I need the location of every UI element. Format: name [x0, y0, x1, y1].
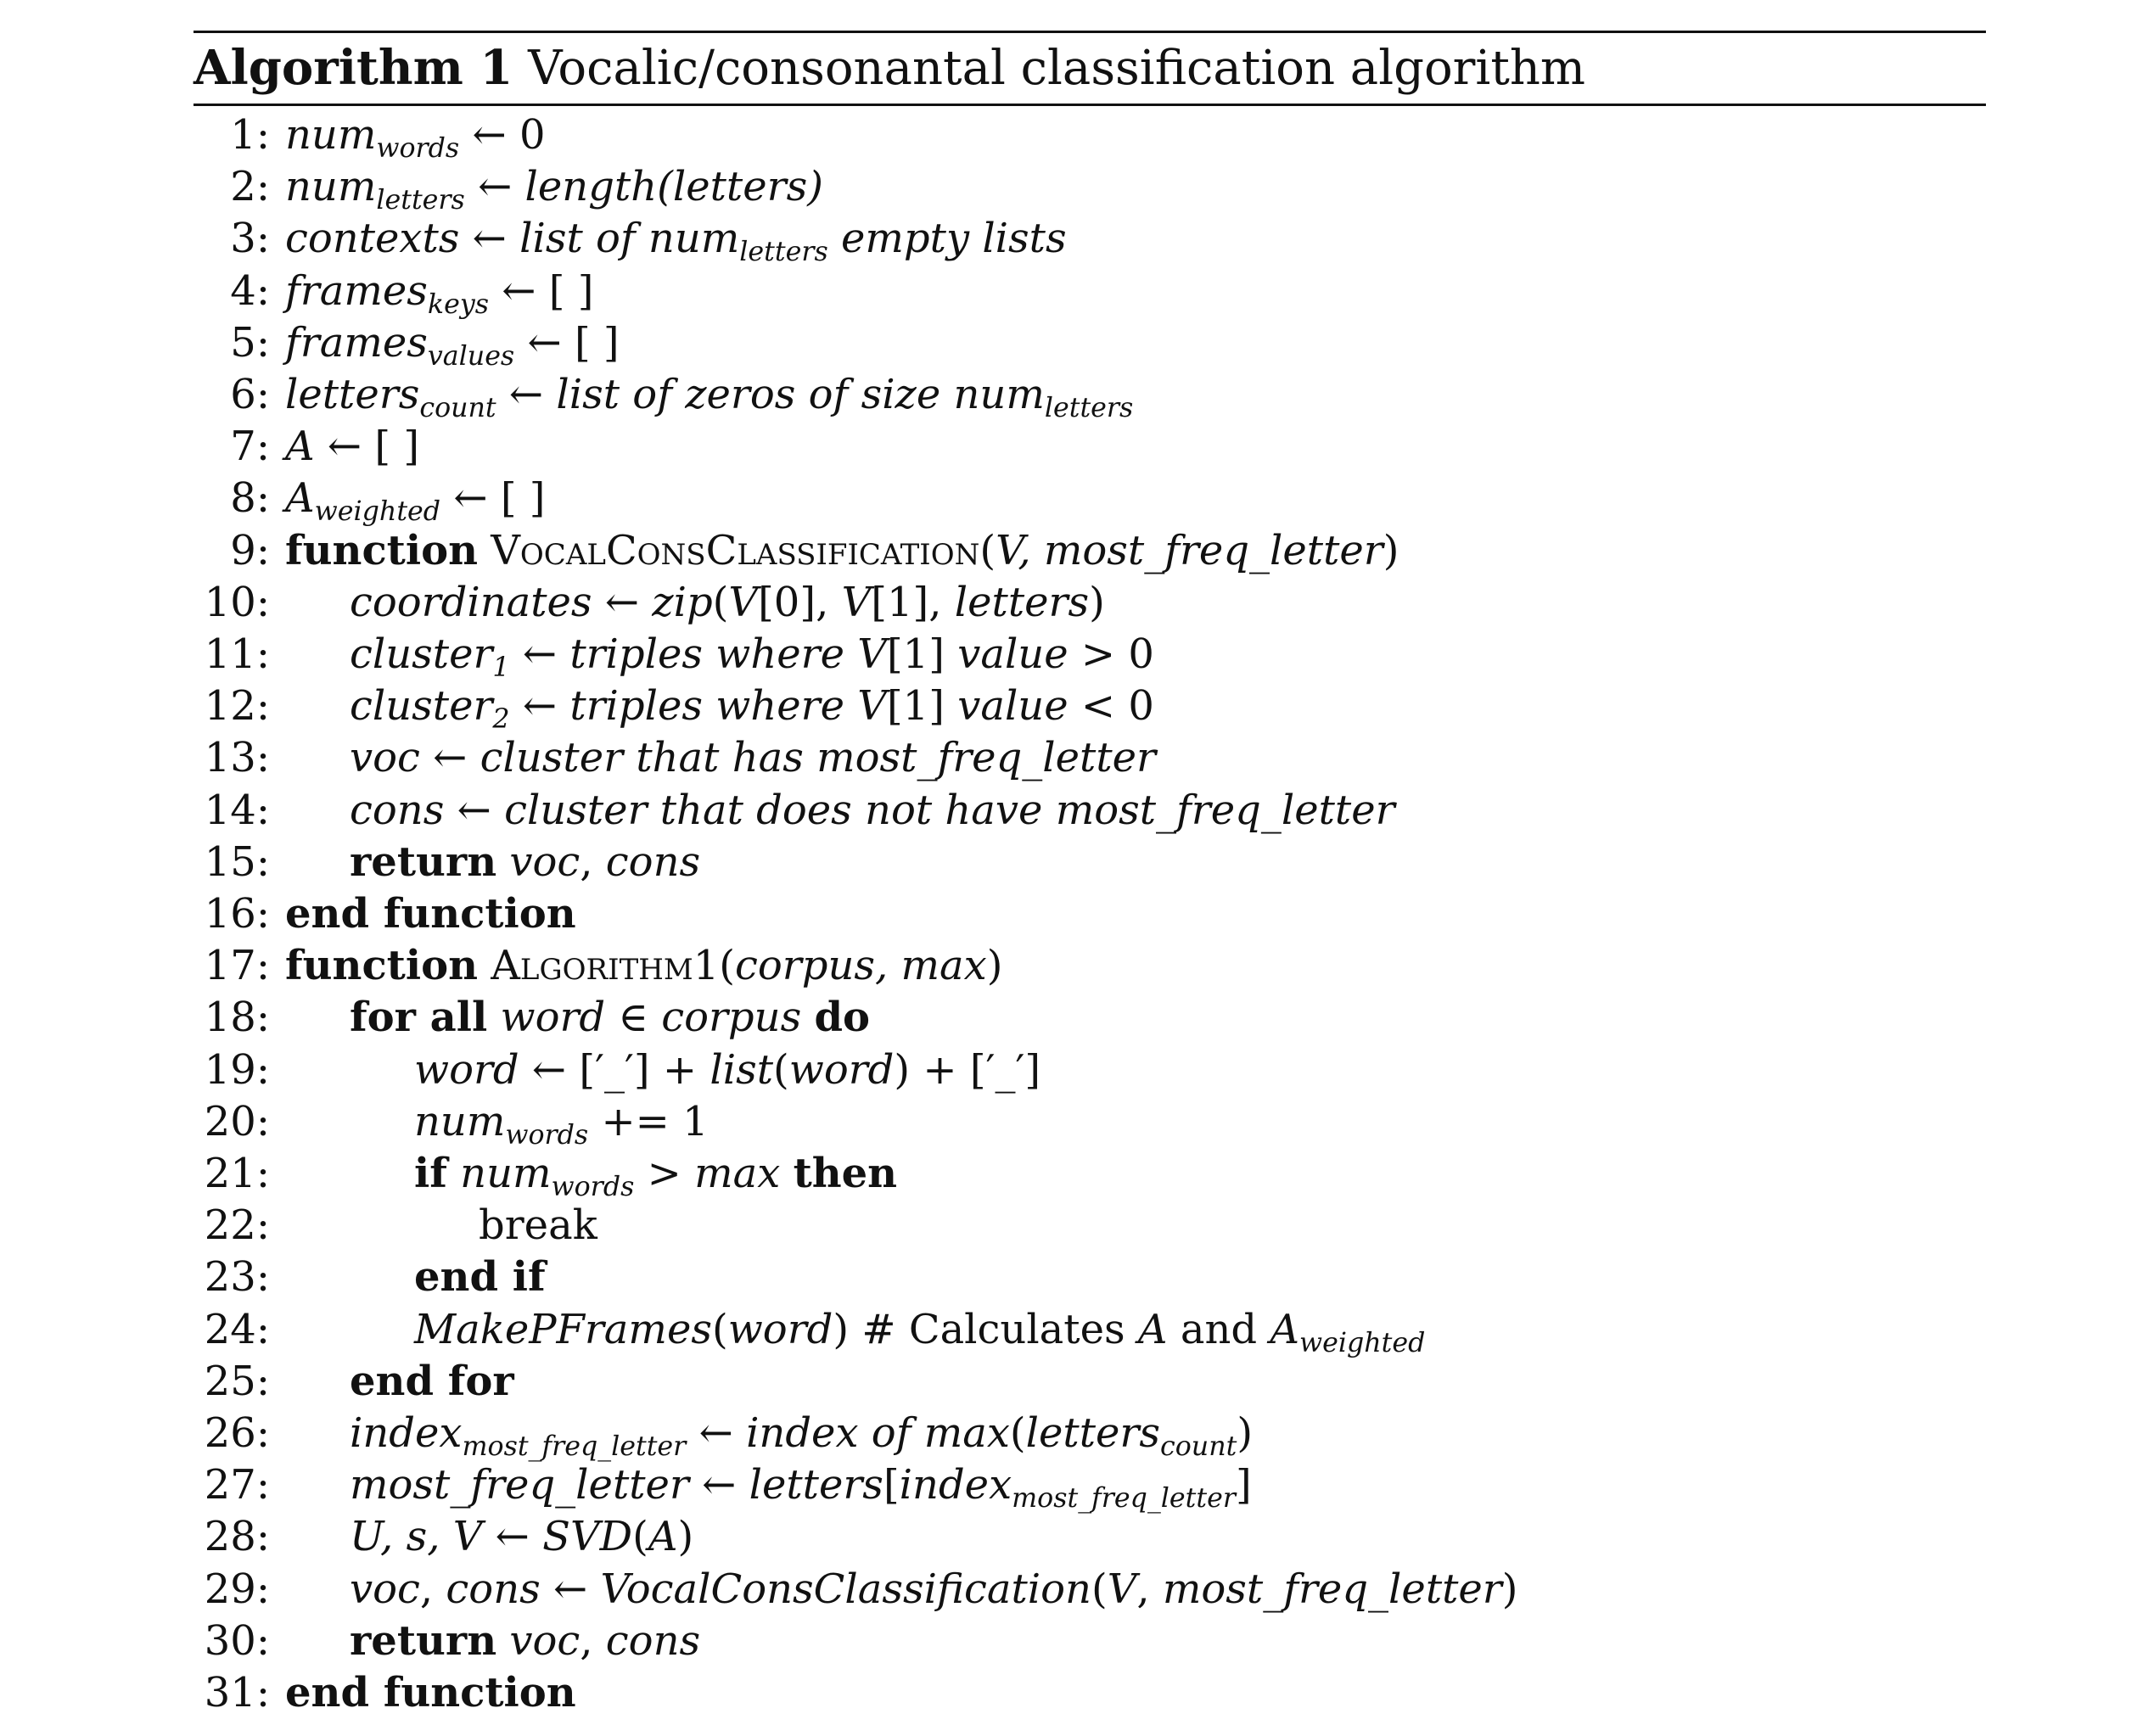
code-token: cons: [605, 837, 701, 886]
code-token: ← [′_′] +: [519, 1045, 710, 1094]
top-rule: [194, 31, 1986, 33]
line-number: 25:: [204, 1357, 270, 1405]
line-number: 24:: [204, 1305, 270, 1353]
algorithm-line: [194, 1407, 1986, 1463]
code-token: ←: [592, 578, 653, 626]
code-token: values: [427, 340, 515, 372]
line-code: [285, 420, 419, 473]
code-token: ←: [459, 215, 520, 263]
line-code: [414, 1044, 1040, 1096]
code-token: frames: [285, 266, 428, 315]
code-token: [780, 1150, 793, 1197]
keyword: return: [350, 837, 497, 886]
line-code: [350, 991, 870, 1044]
line-code: [285, 109, 546, 165]
code-token: cons: [350, 786, 445, 834]
code-token: most_freq_letter: [350, 1461, 689, 1509]
keyword: end if: [414, 1253, 546, 1302]
line-number: 12:: [204, 682, 270, 731]
keyword: then: [793, 1150, 898, 1197]
code-token: ←: [509, 682, 570, 731]
code-token: ,: [419, 1565, 446, 1613]
line-number: 5:: [230, 318, 270, 367]
code-token: word: [788, 1045, 895, 1094]
keyword: if: [414, 1150, 447, 1197]
function-name: VocalConsClassification: [491, 526, 980, 574]
code-token: (: [711, 1305, 728, 1353]
code-token: ∈: [605, 994, 662, 1042]
line-code: [350, 836, 700, 888]
code-token: [478, 942, 491, 989]
code-token: [1],: [871, 578, 955, 626]
code-token: > 0: [1068, 630, 1154, 678]
code-token: MakePFrames: [414, 1305, 712, 1353]
code-token: A: [285, 474, 315, 523]
line-code: [350, 628, 1154, 684]
code-token: value: [957, 682, 1068, 731]
algorithm-line: [194, 888, 1986, 940]
code-token: [1]: [886, 682, 958, 731]
line-number: 22:: [204, 1201, 270, 1250]
code-token: U, s, V: [350, 1513, 483, 1561]
code-token: weighted: [314, 496, 441, 528]
code-token: triples where V: [569, 682, 887, 731]
code-token: num: [285, 111, 377, 159]
algorithm-line: [194, 1563, 1986, 1616]
algorithm-line: [194, 1355, 1986, 1408]
code-token: ←: [464, 163, 525, 211]
algorithm-line: [194, 1615, 1986, 1667]
algorithm-line: [194, 576, 1986, 629]
code-token: [0],: [758, 578, 842, 626]
code-token: [496, 838, 509, 886]
code-token: voc: [350, 1565, 420, 1613]
line-code: [285, 524, 1399, 577]
line-number: 30:: [204, 1616, 270, 1665]
function-name: Algorithm1: [491, 942, 720, 990]
line-code: [350, 1355, 514, 1408]
code-token: letters: [285, 371, 420, 418]
line-code: [285, 212, 1067, 268]
algorithm-line: [194, 1510, 1986, 1563]
code-token: contexts: [285, 215, 460, 263]
code-token: A: [285, 423, 315, 471]
code-token: max: [694, 1150, 781, 1197]
caption-rule: [194, 104, 1986, 106]
code-token: V: [1107, 1565, 1137, 1613]
code-token: V: [841, 578, 872, 626]
line-number: 26:: [204, 1409, 270, 1457]
code-token: ,: [1136, 1565, 1163, 1613]
code-token: cons: [605, 1616, 701, 1665]
code-token: V: [728, 578, 759, 626]
line-number: 7:: [230, 423, 270, 471]
code-token: corpus, max: [735, 942, 987, 990]
code-token: ←: [444, 786, 505, 834]
code-token: (: [712, 578, 729, 626]
code-token: index of max: [746, 1409, 1010, 1457]
algorithm-line: [194, 1459, 1986, 1515]
code-token: num: [460, 1150, 552, 1197]
line-number: 31:: [204, 1669, 270, 1716]
line-code: [285, 316, 620, 372]
keyword: end function: [285, 1669, 576, 1716]
line-code: [285, 472, 546, 528]
code-token: keys: [427, 288, 489, 320]
line-code: [350, 731, 1156, 784]
code-token: ←: [686, 1409, 747, 1457]
algorithm-line: [194, 628, 1986, 684]
line-number: 3:: [230, 215, 270, 263]
code-token: voc: [350, 734, 420, 782]
code-token: voc: [509, 1616, 581, 1665]
code-token: ← [ ]: [314, 423, 420, 471]
code-token: frames: [285, 318, 428, 367]
code-token: num: [285, 163, 377, 211]
code-token: ← 0: [459, 111, 546, 159]
code-token: (: [719, 942, 735, 990]
algorithm-line: [194, 836, 1986, 888]
code-token: 1: [492, 652, 510, 684]
algorithm-line: [194, 265, 1986, 320]
code-token: ) # Calculates: [833, 1305, 1138, 1353]
code-token: num: [414, 1097, 506, 1145]
code-token: [801, 994, 814, 1041]
algorithm-line: [194, 784, 1986, 837]
algorithm-line: [194, 160, 1986, 216]
code-token: ←: [509, 630, 570, 678]
line-number: 20:: [204, 1097, 270, 1145]
algorithm-line: [194, 939, 1986, 992]
code-token: cluster that has most_freq_letter: [480, 734, 1156, 782]
code-token: [: [883, 1461, 900, 1509]
algorithm-line: [194, 109, 1986, 165]
keyword: end function: [285, 890, 576, 938]
line-code: [414, 1251, 546, 1303]
line-code: [479, 1199, 597, 1252]
code-token: list of zeros of size num: [556, 371, 1045, 418]
line-code: [414, 1095, 709, 1151]
algorithm-line: [194, 1147, 1986, 1203]
line-number: 14:: [204, 786, 270, 834]
code-token: words: [505, 1119, 589, 1151]
code-token: (: [1009, 1409, 1026, 1457]
code-token: [487, 994, 500, 1041]
code-token: letters: [954, 578, 1090, 626]
code-token: list of num: [519, 215, 740, 263]
code-token: ]: [1236, 1461, 1252, 1509]
line-number: 17:: [204, 942, 270, 990]
code-token: (: [1091, 1565, 1108, 1613]
code-token: SVD: [542, 1513, 633, 1561]
keyword: do: [814, 994, 871, 1042]
keyword: for all: [350, 994, 488, 1042]
code-token: 2: [492, 704, 510, 736]
code-token: coordinates: [350, 578, 592, 626]
code-token: ← [ ]: [488, 266, 594, 315]
code-token: most_freq_letter: [462, 1431, 687, 1463]
code-token: cluster: [350, 630, 493, 678]
algorithm-caption: [194, 36, 1585, 101]
algorithm-line: [194, 1095, 1986, 1151]
keyword: end for: [350, 1357, 514, 1405]
code-token: most_freq_letter: [1012, 1483, 1236, 1515]
code-token: ,: [580, 1616, 606, 1665]
code-token: letters: [1044, 393, 1134, 424]
algorithm-line: [194, 731, 1986, 784]
code-token: ←: [496, 371, 557, 418]
code-token: letters: [376, 185, 465, 216]
line-number: 15:: [204, 837, 270, 886]
line-number: 23:: [204, 1253, 270, 1302]
line-number: 16:: [204, 890, 270, 938]
code-token: and: [1167, 1305, 1270, 1353]
algorithm-line: [194, 1303, 1986, 1356]
line-code: [285, 265, 594, 320]
line-code: [350, 1459, 1252, 1515]
algorithm-line: [194, 991, 1986, 1044]
line-number: 2:: [230, 163, 270, 211]
code-token: ): [1237, 1409, 1254, 1457]
line-code: [285, 160, 823, 216]
code-token: zip: [652, 578, 713, 626]
code-token: ): [986, 942, 1003, 990]
algorithm-line: [194, 680, 1986, 736]
line-number: 28:: [204, 1513, 270, 1561]
line-code: [350, 1615, 700, 1667]
line-number: 19:: [204, 1045, 270, 1094]
code-token: (: [979, 526, 996, 574]
line-number: 11:: [204, 630, 270, 678]
algorithm-line: [194, 1044, 1986, 1096]
code-token: (: [773, 1045, 789, 1094]
code-token: count: [419, 393, 496, 424]
code-token: [1]: [886, 630, 958, 678]
code-token: A: [1270, 1305, 1300, 1353]
code-token: >: [634, 1150, 695, 1197]
algorithm-line: [194, 472, 1986, 528]
code-token: ): [1383, 526, 1399, 574]
code-token: ): [1089, 578, 1105, 626]
code-token: ←: [540, 1565, 601, 1613]
code-token: value: [957, 630, 1068, 678]
code-token: [447, 1150, 460, 1197]
algorithm-line: [194, 368, 1986, 424]
code-token: empty lists: [827, 215, 1067, 263]
caption-label: Algorithm 1: [194, 40, 513, 96]
algorithm-line: [194, 524, 1986, 577]
caption-title: Vocalic/consonantal classification algorithm: [528, 41, 1586, 96]
code-token: ←: [419, 734, 480, 782]
code-token: most_freq_letter: [1162, 1565, 1502, 1613]
line-code: [285, 939, 1002, 992]
line-code: [350, 1510, 693, 1563]
code-token: VocalConsClassification: [600, 1565, 1091, 1613]
line-code: [285, 888, 576, 940]
line-code: [350, 576, 1105, 629]
line-number: 29:: [204, 1565, 270, 1613]
code-token: cluster that does not have most_freq_letter: [504, 786, 1395, 834]
line-number: 6:: [230, 371, 270, 418]
code-token: ,: [580, 837, 606, 886]
line-number: 10:: [204, 578, 270, 626]
code-token: cons: [446, 1565, 541, 1613]
code-token: index: [899, 1461, 1012, 1509]
code-token: word: [414, 1045, 519, 1094]
code-token: [478, 527, 491, 574]
line-code: [285, 368, 1134, 424]
code-token: [496, 1617, 509, 1665]
line-number: 21:: [204, 1150, 270, 1197]
code-token: ) + [′_′]: [894, 1045, 1041, 1094]
line-code: [414, 1147, 898, 1203]
code-token: V, most_freq_letter: [996, 526, 1383, 574]
code-token: < 0: [1068, 682, 1154, 731]
line-code: [350, 1563, 1517, 1616]
line-number: 13:: [204, 734, 270, 782]
keyword: return: [350, 1616, 497, 1665]
line-number: 27:: [204, 1461, 270, 1509]
code-token: index: [350, 1409, 463, 1457]
line-number: 1:: [230, 111, 270, 159]
code-token: A: [1137, 1305, 1168, 1353]
code-token: (: [632, 1513, 648, 1561]
line-number: 18:: [204, 994, 270, 1042]
line-code: [350, 784, 1395, 837]
code-token: letters: [1025, 1409, 1160, 1457]
algorithm-line: [194, 1199, 1986, 1252]
code-token: triples where V: [569, 630, 887, 678]
code-token: length(letters): [524, 163, 823, 211]
code-token: ): [1501, 1565, 1518, 1613]
line-code: [350, 1407, 1254, 1463]
keyword: function: [285, 942, 478, 990]
line-code: [285, 1666, 576, 1719]
line-code: [414, 1303, 1425, 1356]
code-token: list: [710, 1045, 773, 1094]
line-code: [350, 680, 1154, 736]
code-token: corpus: [661, 994, 802, 1042]
algorithm-line: [194, 212, 1986, 268]
code-token: letters: [739, 237, 828, 268]
algorithm-line: [194, 1666, 1986, 1719]
code-token: words: [376, 133, 460, 165]
algorithm-line: [194, 1251, 1986, 1303]
algorithm-line: [194, 316, 1986, 372]
code-token: ← [ ]: [440, 474, 546, 523]
code-token: break: [479, 1201, 597, 1250]
line-number: 4:: [230, 266, 270, 315]
code-token: word: [727, 1305, 833, 1353]
code-token: word: [500, 994, 606, 1042]
code-token: A: [648, 1513, 678, 1561]
code-token: ←: [688, 1461, 749, 1509]
code-token: count: [1159, 1431, 1237, 1463]
code-token: cluster: [350, 682, 493, 731]
code-token: += 1: [588, 1097, 709, 1145]
code-token: voc: [509, 837, 581, 886]
line-number: 9:: [230, 526, 270, 574]
code-token: letters: [749, 1461, 883, 1509]
algorithm-line: [194, 420, 1986, 473]
code-token: ← [ ]: [514, 318, 620, 367]
line-number: 8:: [230, 474, 270, 523]
code-token: ←: [482, 1513, 543, 1561]
code-token: ): [677, 1513, 694, 1561]
code-token: weighted: [1299, 1327, 1426, 1358]
keyword: function: [285, 526, 478, 574]
code-token: words: [551, 1172, 635, 1203]
